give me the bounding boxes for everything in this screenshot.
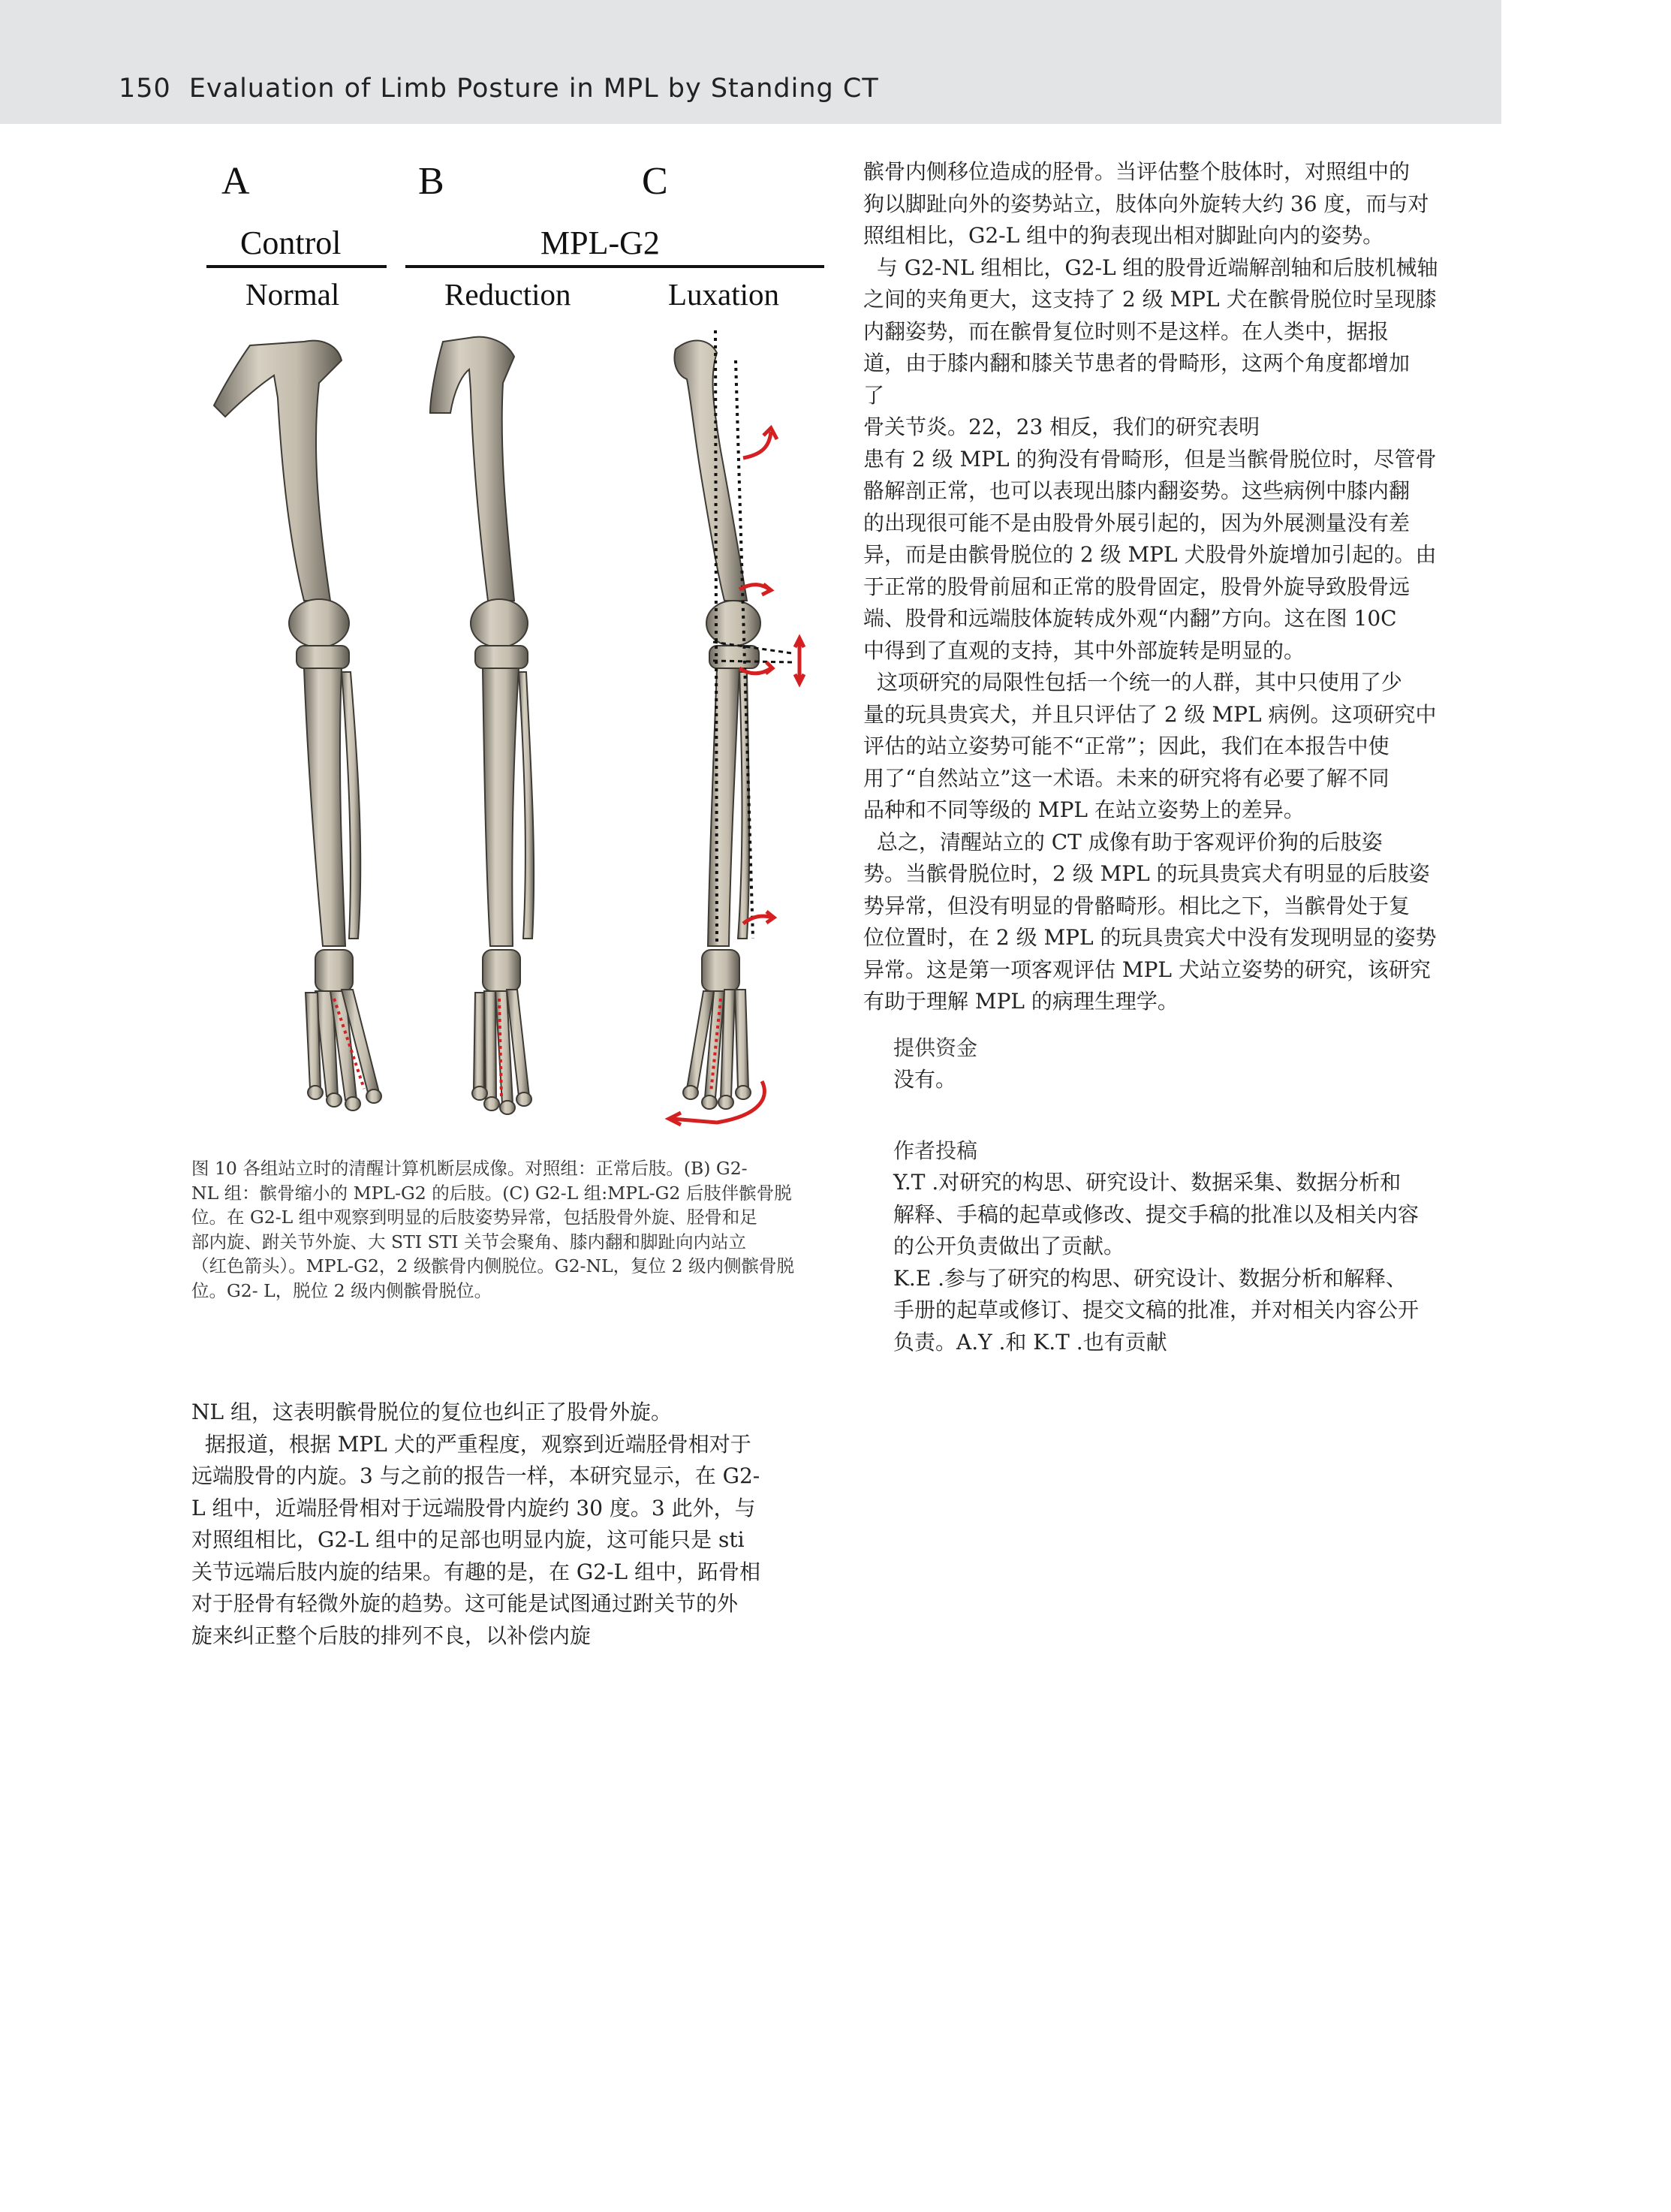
funding-body: 没有。	[893, 1067, 957, 1092]
limb-image-a	[214, 341, 381, 1111]
figure-caption: 图 10 各组站立时的清醒计算机断层成像。对照组：正常后肢。(B) G2- NL 组：髌骨缩小的 MPL-G2 的后肢。(C) G2-L 组:MPL-G2 后肢伴髌骨脱 位。在 G2-L 组中观察到明显的后肢姿势异常，包括股骨外旋、胫骨和足 部内旋、跗关节外旋、大 STI STI 关节会聚角、膝内翻和脚趾向内站立 （红色箭头）。MPL-G2，2 级髌骨内侧脱位。G2-NL，复位 2 级内侧髌骨脱 位。G2- L，脱位 2 级内侧髌骨脱位。	[191, 1158, 795, 1301]
group-control-label: Control	[240, 225, 342, 261]
sub-reduction-label: Reduction	[444, 277, 571, 312]
funding-section	[893, 1032, 1516, 1096]
contributions-heading: 作者投稿	[893, 1138, 978, 1163]
panel-label-a: A	[221, 160, 250, 203]
ct-images	[191, 150, 837, 1156]
running-head	[119, 74, 879, 104]
header-band	[0, 0, 1501, 124]
group-mpl-label: MPL-G2	[540, 225, 660, 261]
panel-label-c: C	[642, 160, 668, 203]
page-number: 150	[119, 74, 171, 104]
figure-10	[191, 150, 837, 1156]
limb-image-b	[430, 337, 534, 1114]
panel-label-b: B	[418, 160, 444, 203]
sub-normal-label: Normal	[245, 277, 340, 312]
sub-luxation-label: Luxation	[668, 277, 780, 312]
contributions-body: Y.T .对研究的构思、研究设计、数据采集、数据分析和 解释、手稿的起草或修改、提交手稿的批准以及相关内容 的公开负责做出了贡献。 K.E .参与了研究的构思、研究设计、数据分析和解释、 手册的起草或修订、提交文稿的批准，并对相关内容公开 负责。A.Y .和 K.T .也有贡献	[893, 1170, 1420, 1355]
funding-heading: 提供资金	[893, 1035, 978, 1060]
running-title: Evaluation of Limb Posture in MPL by Standing CT	[188, 74, 879, 104]
contributions-section	[893, 1135, 1516, 1358]
femur-rotation-arrow	[743, 432, 771, 458]
right-column-body: 髌骨内侧移位造成的胫骨。当评估整个肢体时，对照组中的 狗以脚趾向外的姿势站立，肢体向外旋转大约 36 度，而与对 照组相比，G2-L 组中的狗表现出相对脚趾向内的姿势。 与 G2-NL 组相比，G2-L 组的股骨近端解剖轴和后肢机械轴 之间的夹角更大，这支持了 2 级 MPL 犬在髌骨脱位时呈现膝 内翻姿势，而在髌骨复位时则不是这样。在人类中，据报 道，由于膝内翻和膝关节患者的骨畸形，这两个角度都增加 了 骨关节炎。22，23 相反，我们的研究表明 患有 2 级 MPL 的狗没有骨畸形，但是当髌骨脱位时，尽管骨 骼解剖正常，也可以表现出膝内翻姿势。这些病例中膝内翻 的出现很可能不是由股骨外展引起的，因为外展测量没有差 异，而是由髌骨脱位的 2 级 MPL 犬股骨外旋增加引起的。由 于正常的股骨前屈和正常的股骨固定，股骨外旋导致股骨远 端、股骨和远端肢体旋转成外观“内翻”方向。这在图 10C 中得到了直观的支持，其中外部旋转是明显的。 这项研究的局限性包括一个统一的人群，其中只使用了少 量的玩具贵宾犬，并且只评估了 2 级 MPL 病例。这项研究中 评估的站立姿势可能不“正常”；因此，我们在本报告中使 用了“自然站立”这一术语。未来的研究将有必要了解不同 品种和不同等级的 MPL 在站立姿势上的差异。 总之，清醒站立的 CT 成像有助于客观评价狗的后肢姿 势。当髌骨脱位时，2 级 MPL 的玩具贵宾犬有明显的后肢姿 势异常，但没有明显的骨骼畸形。相比之下，当髌骨处于复 位位置时，在 2 级 MPL 的玩具贵宾犬中没有发现明显的姿势 异常。这是第一项客观评估 MPL 犬站立姿势的研究，该研究 有助于理解 MPL 的病理生理学。	[863, 159, 1438, 1014]
left-column-body: NL 组，这表明髌骨脱位的复位也纠正了股骨外旋。 据报道，根据 MPL 犬的严重程度，观察到近端胫骨相对于 远端股骨的内旋。3 与之前的报告一样，本研究显示，在 G2- L 组中，近端胫骨相对于远端股骨内旋约 30 度。3 此外，与 对照组相比，G2-L 组中的足部也明显内旋，这可能只是 sti 关节远端后肢内旋的结果。有趣的是，在 G2-L 组中，跖骨相 对于胫骨有轻微外旋的趋势。这可能是试图通过跗关节的外 旋来纠正整个后肢的排列不良，以补偿内旋	[191, 1400, 761, 1648]
